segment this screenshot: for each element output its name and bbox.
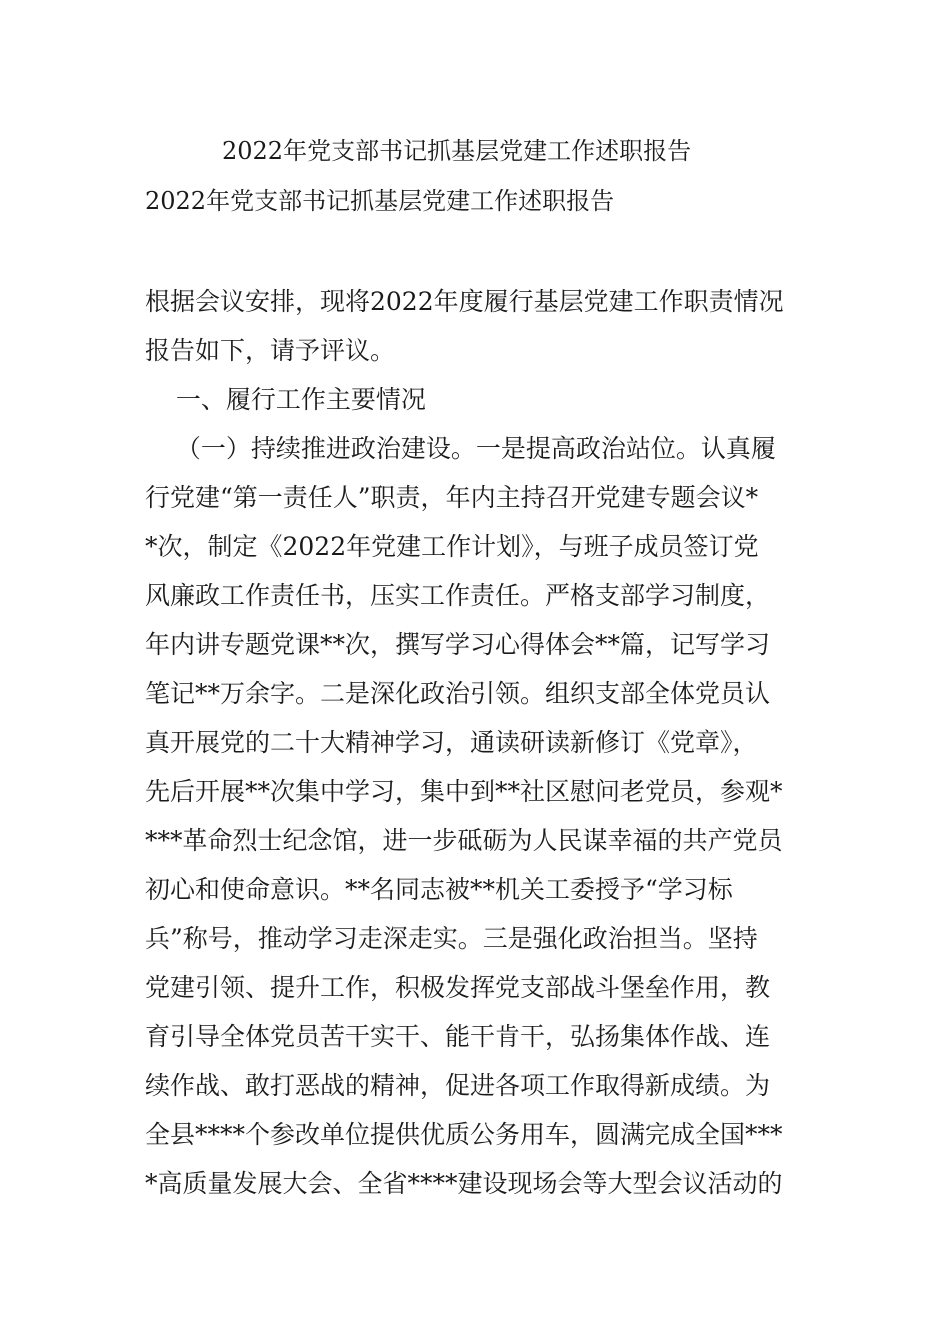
paragraph-line: （一）持续推进政治建设。一是提高政治站位。认真履 [160, 434, 776, 463]
paragraph-line: 全县****个参改单位提供优质公务用车，圆满完成全国*** [145, 1120, 783, 1149]
paragraph-line: 行党建“第一责任人”职责，年内主持召开党建专题会议* [145, 483, 759, 512]
paragraph-line: 根据会议安排，现将2022年度履行基层党建工作职责情况 [145, 287, 784, 316]
section-heading: 一、履行工作主要情况 [160, 385, 426, 414]
document-title: 2022年党支部书记抓基层党建工作述职报告 [222, 137, 692, 165]
paragraph-line: 党建引领、提升工作，积极发挥党支部战斗堡垒作用，教 [145, 973, 771, 1002]
paragraph-line: 真开展党的二十大精神学习，通读研读新修订《党章》， [145, 728, 758, 757]
paragraph-line: 年内讲专题党课**次，撰写学习心得体会**篇，记写学习 [145, 630, 771, 659]
document-subtitle: 2022年党支部书记抓基层党建工作述职报告 [145, 187, 615, 215]
paragraph-line: 报告如下，请予评议。 [145, 336, 396, 365]
paragraph-line: 笔记**万余字。二是深化政治引领。组织支部全体党员认 [145, 679, 771, 708]
paragraph-line: 育引导全体党员苦干实干、能干肯干，弘扬集体作战、连 [145, 1022, 771, 1051]
paragraph-line: *高质量发展大会、全省****建设现场会等大型会议活动的 [145, 1169, 783, 1198]
paragraph-line: 先后开展**次集中学习，集中到**社区慰问老党员，参观* [145, 777, 783, 806]
paragraph-line: 续作战、敢打恶战的精神，促进各项工作取得新成绩。为 [145, 1071, 771, 1100]
paragraph-line: *次，制定《2022年党建工作计划》，与班子成员签订党 [145, 532, 759, 561]
paragraph-line: ***革命烈士纪念馆，进一步砥砺为人民谋幸福的共产党员 [145, 826, 783, 855]
paragraph-line: 初心和使命意识。**名同志被**机关工委授予“学习标 [145, 875, 733, 904]
paragraph-line: 兵”称号，推动学习走深走实。三是强化政治担当。坚持 [145, 924, 758, 953]
paragraph-line: 风廉政工作责任书，压实工作责任。严格支部学习制度， [145, 581, 771, 610]
